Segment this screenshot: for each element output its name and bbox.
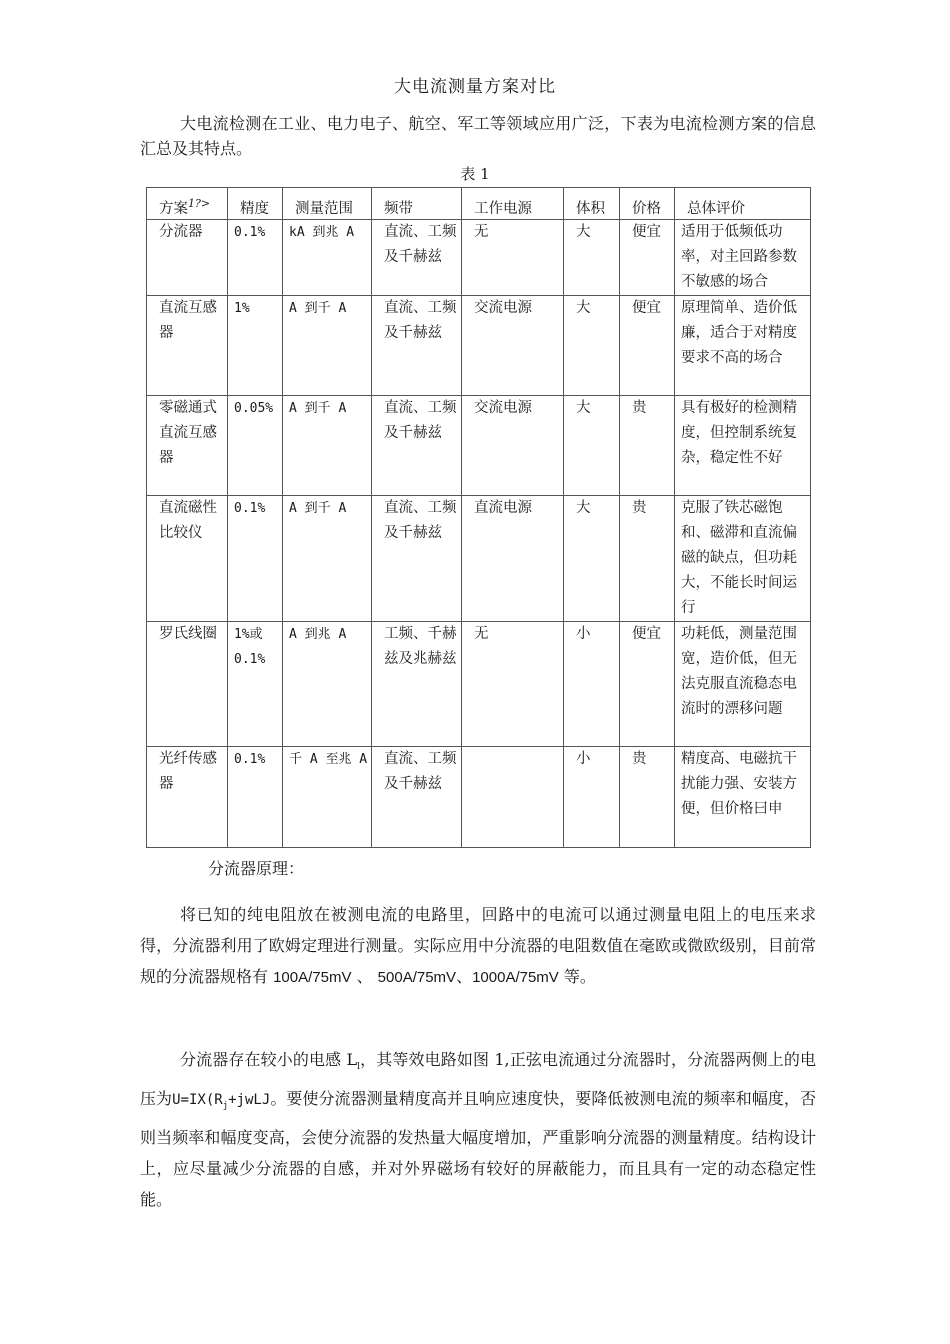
spec-value: 100A/75mV [273, 969, 352, 986]
intro-paragraph: 大电流检测在工业、电力电子、航空、军工等领域应用广泛，下表为电流检测方案的信息汇总及其特点。 [140, 114, 816, 158]
table-cell: 千 A 至兆 A [283, 746, 372, 847]
table-cell: 直流、工频及千赫兹 [372, 395, 462, 495]
table-cell: 零磁通式直流互感器 [147, 395, 228, 495]
table-cell: 交流电源 [462, 395, 564, 495]
table-cell: 直流、工频及千赫兹 [372, 219, 462, 295]
header-cell: 体积 [564, 188, 620, 220]
spec-value: 500A/75mV [377, 969, 457, 986]
table-cell: 交流电源 [462, 295, 564, 395]
header-cell: 价格 [620, 188, 675, 220]
table-row [147, 621, 811, 746]
table-cell: 无 [462, 621, 564, 746]
table-cell: 0.1% [228, 746, 283, 847]
table-cell: 原理简单、造价低廉，适合于对精度要求不高的场合 [675, 295, 811, 395]
table-cell: 大 [564, 495, 620, 621]
table-cell: 大 [564, 295, 620, 395]
table-row [147, 295, 811, 395]
table-cell: 0.05% [228, 395, 283, 495]
table-cell: 直流、工频及千赫兹 [372, 295, 462, 395]
table-cell: 功耗低，测量范围宽，造价低，但无法克服直流稳态电流时的漂移问题 [675, 621, 811, 746]
table-cell: 便宜 [620, 295, 675, 395]
table-cell: 直流、工频及千赫兹 [372, 746, 462, 847]
table-cell: A 到千 A [283, 495, 372, 621]
table-cell: 1% [228, 295, 283, 395]
table-cell: 光纤传感器 [147, 746, 228, 847]
table-cell: 贵 [620, 395, 675, 495]
table-cell: 分流器 [147, 219, 228, 295]
table-cell: 小 [564, 621, 620, 746]
table-cell: 便宜 [620, 621, 675, 746]
table-cell: A 到千 A [283, 395, 372, 495]
table-row [147, 746, 811, 847]
comparison-table [146, 187, 811, 848]
header-cell: 方案$^{1?>}$ [147, 188, 228, 220]
table-cell: 大 [564, 219, 620, 295]
table-cell: 直流电源 [462, 495, 564, 621]
header-cell: 工作电源 [462, 188, 564, 220]
table-cell: 具有极好的检测精度，但控制系统复杂，稳定性不好 [675, 395, 811, 495]
header-cell: 频带 [372, 188, 462, 220]
header-cell: 总体评价 [675, 188, 811, 220]
table-cell: 克服了铁芯磁饱和、磁滞和直流偏磁的缺点，但功耗大，不能长时间运行 [675, 495, 811, 621]
table-header-row [147, 188, 811, 220]
header-cell: 精度 [228, 188, 283, 220]
shunt-principle-paragraph: 将已知的纯电阻放在被测电流的电路里，回路中的电流可以通过测量电阻上的电压来求得，分流器利用了欧姆定理进行测量。实际应用中分流器的电阻数值在毫欧或微欧级别，目前常规的分流器规格有 100A/75mV 、 500A/75mV、1000A/75mV 等。 [140, 905, 816, 986]
header-cell: 测量范围 [283, 188, 372, 220]
table-cell: 精度高、电磁抗干扰能力强、安装方便，但价格曰申 [675, 746, 811, 847]
table-cell [462, 746, 564, 847]
table-cell: 0.1% [228, 219, 283, 295]
table-row [147, 219, 811, 295]
table-cell: 工频、千赫兹及兆赫兹 [372, 621, 462, 746]
table-cell: 罗氏线圈 [147, 621, 228, 746]
table-cell: A 到兆 A [283, 621, 372, 746]
table-cell: 直流、工频及千赫兹 [372, 495, 462, 621]
table-cell: 适用于低频低功率，对主回路参数不敏感的场合 [675, 219, 811, 295]
table-cell: 便宜 [620, 219, 675, 295]
table-row [147, 395, 811, 495]
voltage-formula: $U=IX(R_j+jwLJ$ [172, 1092, 271, 1111]
spec-value: 1000A/75mV [472, 969, 559, 986]
table-cell: 小 [564, 746, 620, 847]
shunt-inductance-paragraph: 分流器存在较小的电感 $L_l$，其等效电路如图 1,正弦电流通过分流器时，分流器两侧上的电压为$U=IX(R_j+jwLJ$。要使分流器测量精度高并且响应速度快，要降低被测电流的频率和幅度，否则当频率和幅度变高，会使分流器的发热量大幅度增加，严重影响分流器的测量精度。结构设计上，应尽量减少分流器的自感，并对外界磁场有较好的屏蔽能力，而且具有一定的动态稳定性能。 [140, 1050, 817, 1209]
table-cell: 贵 [620, 746, 675, 847]
table-cell: kA 到兆 A [283, 219, 372, 295]
table-cell: 贵 [620, 495, 675, 621]
table-cell: 0.1% [228, 495, 283, 621]
section-heading: 分流器原理： [208, 859, 305, 878]
table-caption: 表 1 [460, 165, 490, 183]
table-cell: 无 [462, 219, 564, 295]
table-cell: 直流磁性比较仪 [147, 495, 228, 621]
table-cell: A 到千 A [283, 295, 372, 395]
table-cell: 1%或 0.1% [228, 621, 283, 746]
document-title: 大电流测量方案对比 [394, 77, 556, 97]
table-row [147, 495, 811, 621]
table-cell: 直流互感器 [147, 295, 228, 395]
header-mark: 1?> [188, 197, 211, 210]
table-cell: 大 [564, 395, 620, 495]
